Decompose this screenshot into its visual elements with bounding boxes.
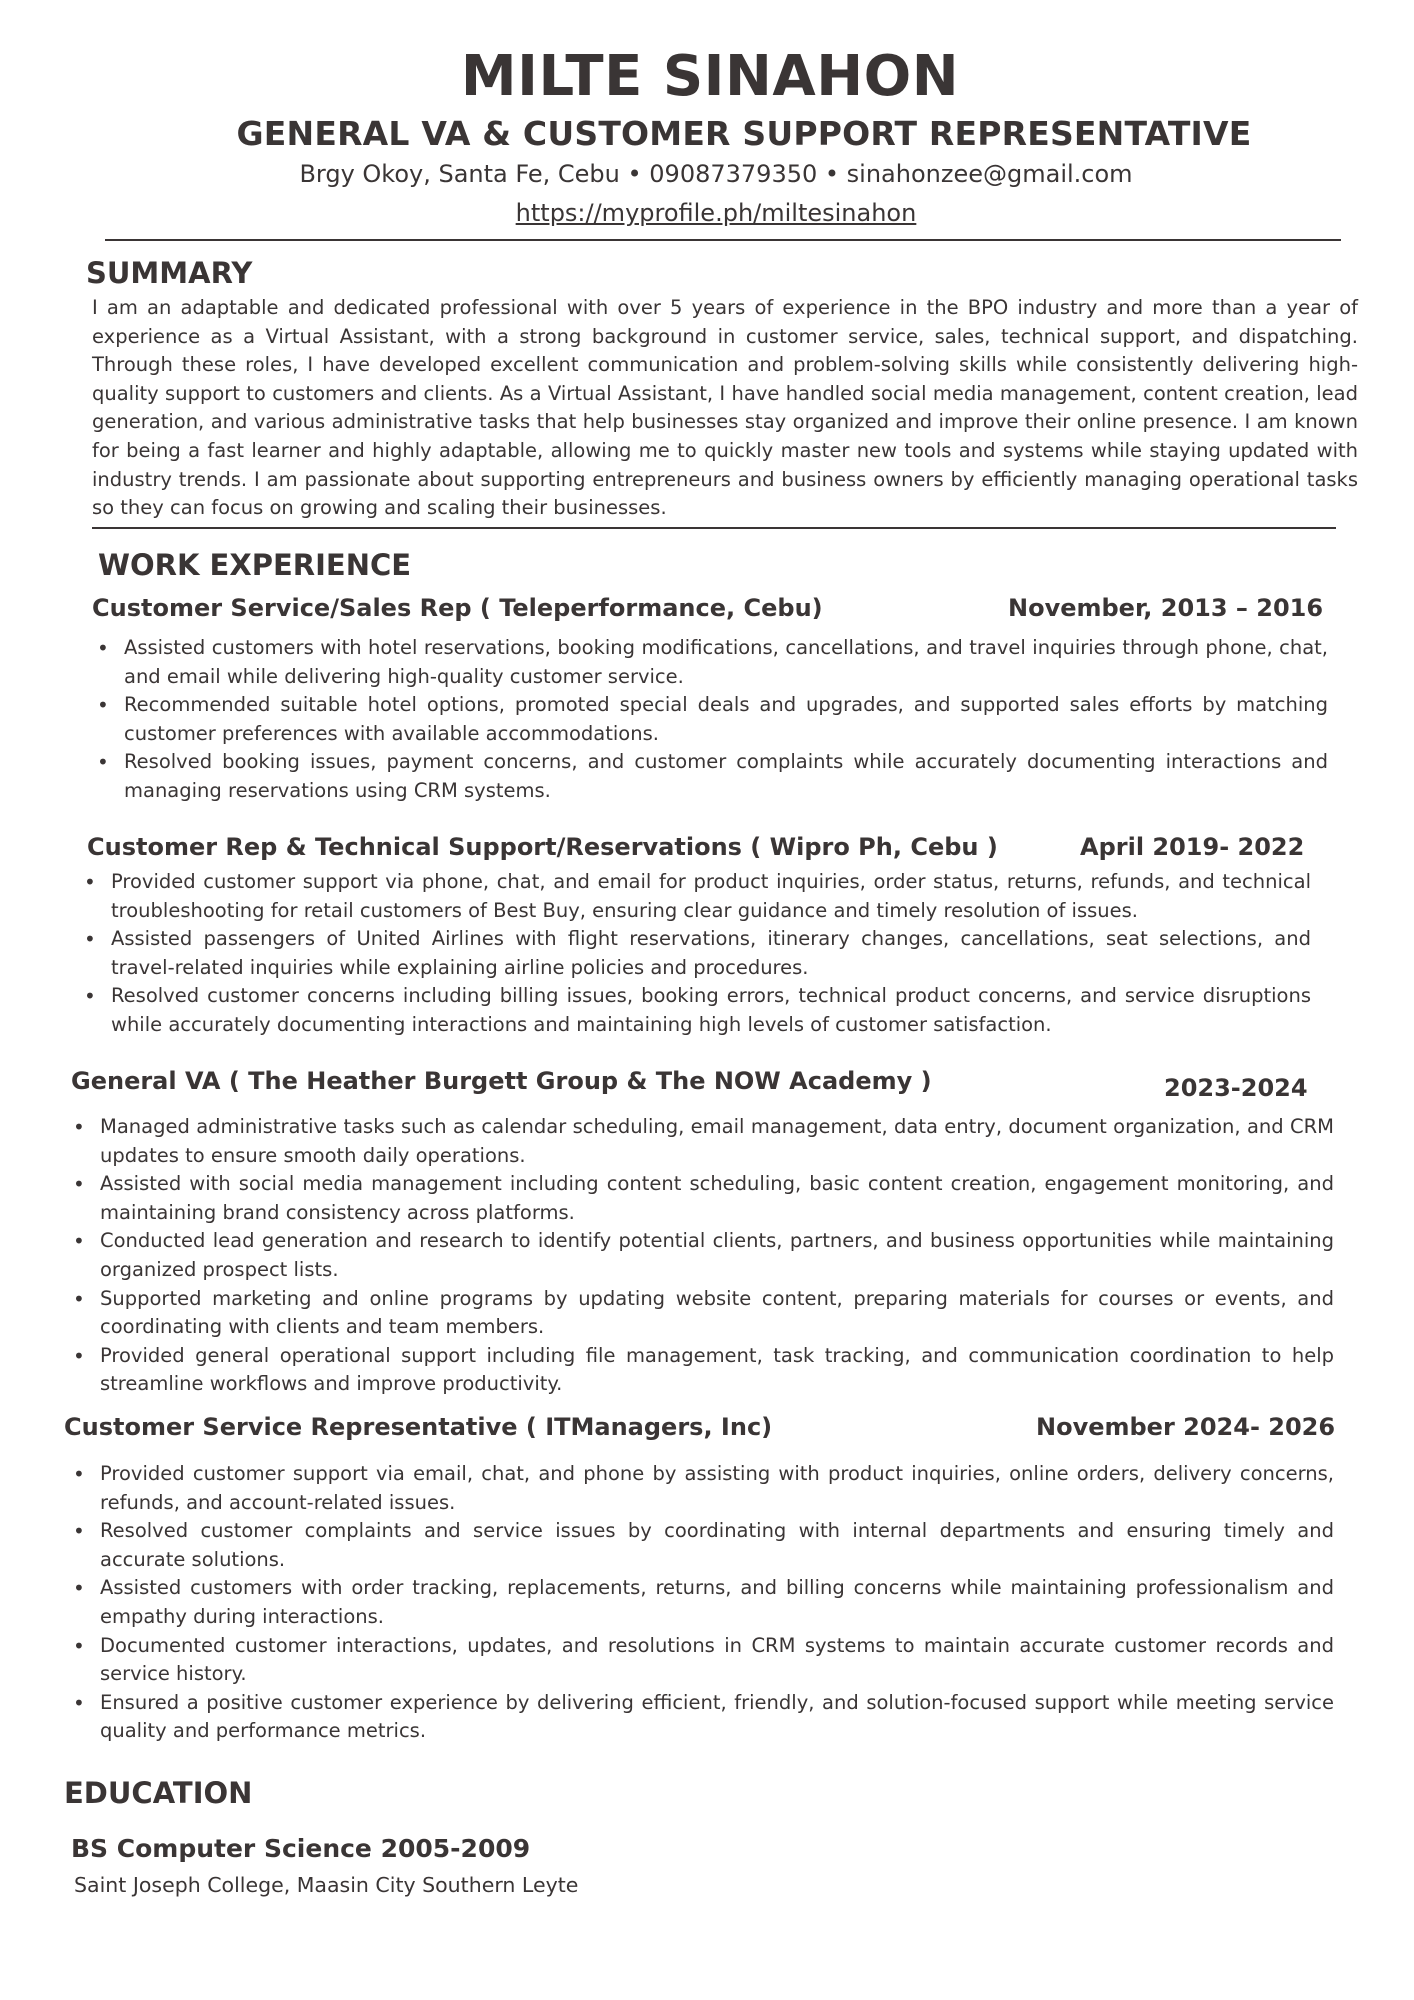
list-item: • Resolved customer complaints and service issues by coordinating with internal departments and ensuring timely and accurate solutions.: [100, 1517, 1334, 1574]
job-bullets: [100, 1460, 1334, 1746]
education-degree: BS Computer Science 2005-2009: [71, 1834, 531, 1863]
contact-line: Brgy Okoy, Santa Fe, Cebu • 09087379350 • sinahonzee@gmail.com: [299, 160, 1133, 188]
education-heading: EDUCATION: [64, 1776, 253, 1810]
job-dates: November, 2013 – 2016: [1008, 594, 1324, 622]
list-item: • Conducted lead generation and research to identify potential clients, partners, and business opportunities while maintaining organized prospect lists.: [100, 1227, 1334, 1284]
list-item: • Provided customer support via phone, chat, and email for product inquiries, order status, returns, refunds, and technical troubleshooting for retail customers of Best Buy, ensuring clear guidance and timely resolution of issues.: [111, 868, 1311, 925]
job-bullets: [111, 868, 1311, 1040]
list-item: • Managed administrative tasks such as calendar scheduling, email management, data entry, document organization, and CRM updates to ensure smooth daily operations.: [100, 1113, 1334, 1170]
job-title: Customer Service Representative ( ITManagers, Inc): [64, 1413, 773, 1441]
header-divider: [105, 239, 1341, 241]
list-item: • Provided customer support via email, chat, and phone by assisting with product inquiries, online orders, delivery concerns, refunds, and account-related issues.: [100, 1460, 1334, 1517]
job-dates: April 2019- 2022: [1080, 833, 1305, 861]
list-item: • Assisted customers with hotel reservations, booking modifications, cancellations, and travel inquiries through phone, chat, and email while delivering high-quality customer service.: [124, 634, 1328, 691]
summary-divider: [92, 527, 1336, 529]
list-item: • Provided general operational support including file management, task tracking, and communication coordination to help streamline workflows and improve productivity.: [100, 1342, 1334, 1399]
list-item: • Supported marketing and online programs by updating website content, preparing materials for courses or events, and coordinating with clients and team members.: [100, 1285, 1334, 1342]
role-subtitle: GENERAL VA & CUSTOMER SUPPORT REPRESENTATIVE: [236, 114, 1252, 153]
job-bullets: [124, 634, 1328, 806]
job-title: Customer Rep & Technical Support/Reservations ( Wipro Ph, Cebu ): [87, 833, 998, 861]
education-school: Saint Joseph College, Maasin City Southern Leyte: [74, 1873, 579, 1897]
list-item: • Documented customer interactions, updates, and resolutions in CRM systems to maintain accurate customer records and service history.: [100, 1632, 1334, 1689]
list-item: • Assisted passengers of United Airlines with flight reservations, itinerary changes, cancellations, seat selections, and travel-related inquiries while explaining airline policies and procedures.: [111, 925, 1311, 982]
list-item: • Assisted customers with order tracking, replacements, returns, and billing concerns while maintaining professionalism and empathy during interactions.: [100, 1574, 1334, 1631]
job-dates: 2023-2024: [1164, 1074, 1308, 1102]
job-dates: November 2024- 2026: [1036, 1413, 1336, 1441]
job-title: Customer Service/Sales Rep ( Teleperformance, Cebu): [92, 594, 823, 622]
list-item: • Ensured a positive customer experience by delivering efficient, friendly, and solution-focused support while meeting service quality and performance metrics.: [100, 1689, 1334, 1746]
list-item: • Resolved booking issues, payment concerns, and customer complaints while accurately documenting interactions and managing reservations using CRM systems.: [124, 748, 1328, 805]
list-item: • Assisted with social media management including content scheduling, basic content creation, engagement monitoring, and maintaining brand consistency across platforms.: [100, 1170, 1334, 1227]
job-title: General VA ( The Heather Burgett Group & The NOW Academy ): [71, 1067, 932, 1095]
name-heading: MILTE SINAHON: [460, 44, 960, 109]
summary-heading: SUMMARY: [86, 256, 253, 290]
list-item: • Recommended suitable hotel options, promoted special deals and upgrades, and supported sales efforts by matching customer preferences with available accommodations.: [124, 691, 1328, 748]
list-item: • Resolved customer concerns including billing issues, booking errors, technical product concerns, and service disruptions while accurately documenting interactions and maintaining high levels of customer satisfaction.: [111, 982, 1311, 1039]
profile-link[interactable]: https://myprofile.ph/miltesinahon: [515, 199, 917, 227]
summary-text: I am an adaptable and dedicated professional with over 5 years of experience in the BPO industry and more than a year of experience as a Virtual Assistant, with a strong background in customer service, sales, technical support, and dispatching. Through these roles, I have developed excellent communication and problem-solving skills while consistently delivering high-quality support to customers and clients. As a Virtual Assistant, I have handled social media management, content creation, lead generation, and various administrative tasks that help businesses stay organized and improve their online presence. I am known for being a fast learner and highly adaptable, allowing me to quickly master new tools and systems while staying updated with industry trends. I am passionate about supporting entrepreneurs and business owners by efficiently managing operational tasks so they can focus on growing and scaling their businesses.: [92, 296, 1358, 520]
work-experience-heading: WORK EXPERIENCE: [98, 548, 412, 582]
job-bullets: [100, 1113, 1334, 1399]
